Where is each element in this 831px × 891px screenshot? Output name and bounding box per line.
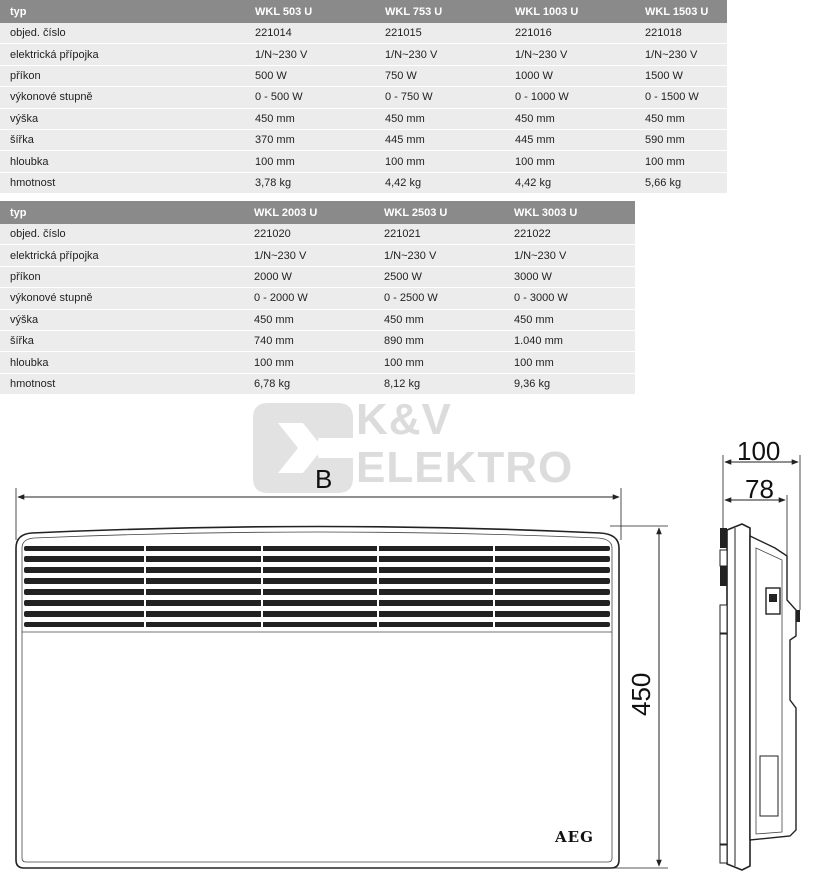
table-cell: 100 mm xyxy=(504,352,635,373)
row-label: hmotnost xyxy=(0,172,245,193)
table-cell: 221014 xyxy=(245,23,375,44)
table-cell: 221016 xyxy=(505,23,635,44)
table-cell: 1/N~230 V xyxy=(374,245,504,266)
watermark-line-2: ELEKTRO xyxy=(356,443,574,492)
table-cell: 100 mm xyxy=(244,352,374,373)
table-cell: 0 - 3000 W xyxy=(504,288,635,309)
table-cell: 1000 W xyxy=(505,65,635,86)
row-label: objed. číslo xyxy=(0,224,244,245)
table-cell: 221021 xyxy=(374,224,504,245)
row-label: elektrická přípojka xyxy=(0,245,244,266)
table-row xyxy=(0,65,727,86)
table-cell: 1/N~230 V xyxy=(504,245,635,266)
table-cell: 1/N~230 V xyxy=(505,44,635,65)
height-label: 450 xyxy=(626,672,656,716)
table-cell: 1/N~230 V xyxy=(375,44,505,65)
row-label: hmotnost xyxy=(0,373,244,394)
table-row xyxy=(0,108,727,129)
table-cell: 9,36 kg xyxy=(504,373,635,394)
row-label: hloubka xyxy=(0,151,245,172)
table-row xyxy=(0,87,727,108)
table-cell: 500 W xyxy=(245,65,375,86)
table-cell: 221015 xyxy=(375,23,505,44)
row-label: výška xyxy=(0,108,245,129)
depth-inner-label: 78 xyxy=(745,474,774,504)
table-cell: 370 mm xyxy=(245,129,375,150)
row-label: šířka xyxy=(0,129,245,150)
table-cell: 0 - 1000 W xyxy=(505,87,635,108)
table-cell: 100 mm xyxy=(375,151,505,172)
table-cell: 1/N~230 V xyxy=(245,44,375,65)
table-cell: 0 - 500 W xyxy=(245,87,375,108)
column-header: WKL 2003 U xyxy=(244,201,374,224)
table-cell: 0 - 2500 W xyxy=(374,288,504,309)
table-cell: 2000 W xyxy=(244,266,374,287)
heater-side-view xyxy=(720,524,800,870)
table-cell: 1/N~230 V xyxy=(635,44,727,65)
table-cell: 100 mm xyxy=(505,151,635,172)
watermark-line-1: K&V xyxy=(356,395,452,444)
row-label: výkonové stupně xyxy=(0,288,244,309)
depth-label: 100 xyxy=(737,436,781,466)
table-cell: 450 mm xyxy=(505,108,635,129)
column-header: typ xyxy=(0,0,245,23)
table-cell: 3000 W xyxy=(504,266,635,287)
table-cell: 0 - 2000 W xyxy=(244,288,374,309)
table-cell: 6,78 kg xyxy=(244,373,374,394)
column-header: WKL 753 U xyxy=(375,0,505,23)
table-cell: 740 mm xyxy=(244,330,374,351)
table-cell: 450 mm xyxy=(504,309,635,330)
row-label: šířka xyxy=(0,330,244,351)
column-header: WKL 1003 U xyxy=(505,0,635,23)
table-cell: 1.040 mm xyxy=(504,330,635,351)
table-cell: 8,12 kg xyxy=(374,373,504,394)
table-row xyxy=(0,151,727,172)
table-cell: 1/N~230 V xyxy=(244,245,374,266)
table-cell: 221020 xyxy=(244,224,374,245)
table-row xyxy=(0,309,635,330)
table-header-row xyxy=(0,0,727,23)
table-cell: 1500 W xyxy=(635,65,727,86)
table-cell: 100 mm xyxy=(245,151,375,172)
table-cell: 450 mm xyxy=(244,309,374,330)
technical-drawing xyxy=(0,430,831,891)
table-row xyxy=(0,330,635,351)
spec-table-1 xyxy=(0,0,727,194)
table-row xyxy=(0,224,635,245)
table-header-row xyxy=(0,201,635,224)
table-row xyxy=(0,129,727,150)
table-row xyxy=(0,44,727,65)
row-label: příkon xyxy=(0,266,244,287)
table-cell: 450 mm xyxy=(245,108,375,129)
column-header: typ xyxy=(0,201,244,224)
column-header: WKL 1503 U xyxy=(635,0,727,23)
table-cell: 0 - 750 W xyxy=(375,87,505,108)
spec-table-2 xyxy=(0,201,635,395)
table-cell: 221022 xyxy=(504,224,635,245)
table-row xyxy=(0,352,635,373)
row-label: elektrická přípojka xyxy=(0,44,245,65)
table-cell: 221018 xyxy=(635,23,727,44)
table-row xyxy=(0,373,635,394)
row-label: objed. číslo xyxy=(0,23,245,44)
table-cell: 100 mm xyxy=(635,151,727,172)
table-cell: 750 W xyxy=(375,65,505,86)
table-cell: 590 mm xyxy=(635,129,727,150)
row-label: příkon xyxy=(0,65,245,86)
table-row xyxy=(0,172,727,193)
table-row xyxy=(0,245,635,266)
table-cell: 3,78 kg xyxy=(245,172,375,193)
table-cell: 890 mm xyxy=(374,330,504,351)
column-header: WKL 3003 U xyxy=(504,201,635,224)
table-cell: 2500 W xyxy=(374,266,504,287)
width-label: B xyxy=(315,464,333,494)
row-label: výška xyxy=(0,309,244,330)
table-row xyxy=(0,23,727,44)
heater-front-view xyxy=(16,527,619,869)
table-cell: 100 mm xyxy=(374,352,504,373)
table-cell: 445 mm xyxy=(375,129,505,150)
column-header: WKL 503 U xyxy=(245,0,375,23)
table-cell: 5,66 kg xyxy=(635,172,727,193)
table-cell: 445 mm xyxy=(505,129,635,150)
table-cell: 450 mm xyxy=(375,108,505,129)
table-cell: 450 mm xyxy=(635,108,727,129)
table-row xyxy=(0,288,635,309)
table-row xyxy=(0,266,635,287)
table-cell: 4,42 kg xyxy=(375,172,505,193)
table-cell: 450 mm xyxy=(374,309,504,330)
table-cell: 0 - 1500 W xyxy=(635,87,727,108)
brand-logo: AEG xyxy=(555,828,594,846)
column-header: WKL 2503 U xyxy=(374,201,504,224)
row-label: hloubka xyxy=(0,352,244,373)
row-label: výkonové stupně xyxy=(0,87,245,108)
table-cell: 4,42 kg xyxy=(505,172,635,193)
